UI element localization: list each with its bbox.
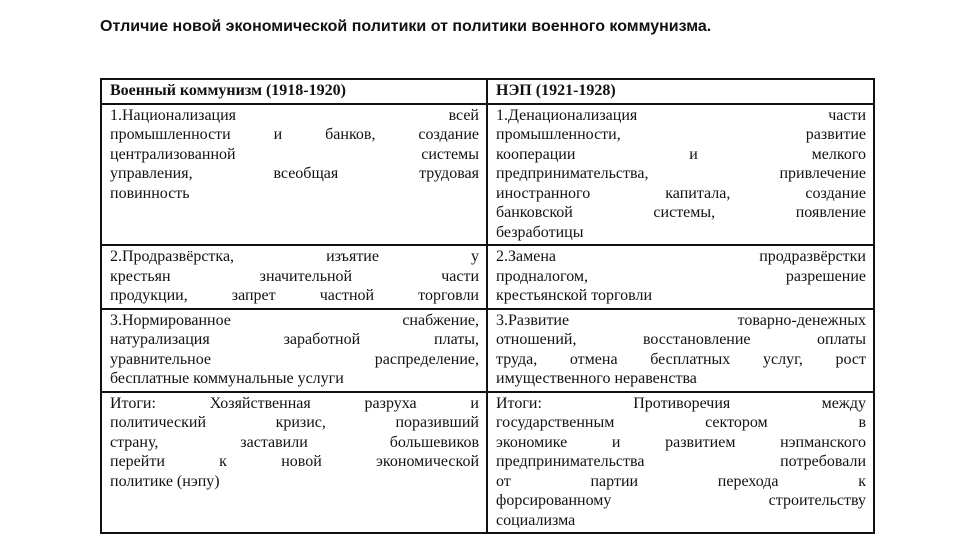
cell-line: 1.Денационализация части (496, 106, 866, 124)
cell-line: 1.Национализация всей (110, 106, 479, 124)
table-row (101, 104, 874, 246)
cell-line: иностранного капитала, создание (496, 184, 866, 202)
cell-line: продукции, запрет частной торговли (110, 287, 479, 304)
cell-line: политический кризис, поразивший (110, 414, 479, 431)
war-communism-cell (101, 104, 487, 246)
cell-line: 3.Нормированное снабжение, (110, 311, 479, 329)
header-war-communism: Военный коммунизм (1918-1920) (101, 79, 487, 104)
cell-line: банковской системы, появление (496, 204, 866, 221)
cell-line: Итоги: Хозяйственная разруха и (110, 394, 479, 412)
cell-line: бесплатные коммунальные услуги (110, 370, 344, 387)
cell-line: продналогом, разрешение (496, 267, 866, 285)
cell-line: безработицы (496, 223, 584, 241)
table-row (101, 309, 874, 392)
nep-cell (487, 309, 874, 392)
cell-line: крестьян значительной части (110, 267, 479, 285)
nep-cell (487, 104, 874, 246)
nep-cell (487, 245, 874, 309)
cell-line: 2.Замена продразвёрстки (496, 248, 866, 265)
cell-line: экономике и развитием нэпманского (496, 433, 866, 451)
cell-line: перейти к новой экономической (110, 453, 479, 470)
cell-line: предпринимательства потребовали (496, 453, 866, 470)
comparison-table (100, 78, 875, 534)
war-communism-cell (101, 392, 487, 534)
cell-line: политике (нэпу) (110, 472, 220, 490)
cell-line: управления, всеобщая трудовая (110, 165, 479, 182)
war-communism-cell (101, 245, 487, 309)
cell-line: отношений, восстановление оплаты (496, 331, 866, 348)
cell-line: уравнительное распределение, (110, 350, 479, 368)
war-communism-cell (101, 309, 487, 392)
cell-line: 2.Продразвёрстка, изъятие у (110, 248, 479, 265)
cell-line: форсированному строительству (496, 492, 866, 509)
document-title: Отличие новой экономической политики от политики военного коммунизма. (100, 18, 712, 35)
cell-line: Итоги: Противоречия между (496, 394, 866, 412)
cell-line: имущественного неравенства (496, 370, 697, 387)
cell-line: труда, отмена бесплатных услуг, рост (496, 350, 866, 368)
nep-cell (487, 392, 874, 534)
table-row (101, 392, 874, 534)
cell-line: крестьянской торговли (496, 287, 653, 304)
cell-line: натурализация заработной платы, (110, 331, 479, 348)
cell-line: кооперации и мелкого (496, 145, 866, 163)
cell-line: промышленности, развитие (496, 126, 866, 143)
cell-line: предпринимательства, привлечение (496, 165, 866, 182)
cell-line: промышленности и банков, создание (110, 126, 479, 143)
cell-line: 3.Развитие товарно-денежных (496, 311, 866, 329)
cell-line: государственным сектором в (496, 414, 866, 431)
cell-line: повинность (110, 184, 190, 202)
cell-line: страну, заставили большевиков (110, 433, 479, 451)
cell-line: централизованной системы (110, 145, 479, 163)
cell-line: от партии перехода к (496, 472, 866, 490)
table-row (101, 245, 874, 309)
cell-line: социализма (496, 511, 576, 529)
header-nep: НЭП (1921-1928) (487, 79, 874, 104)
table-header-row (101, 79, 874, 104)
